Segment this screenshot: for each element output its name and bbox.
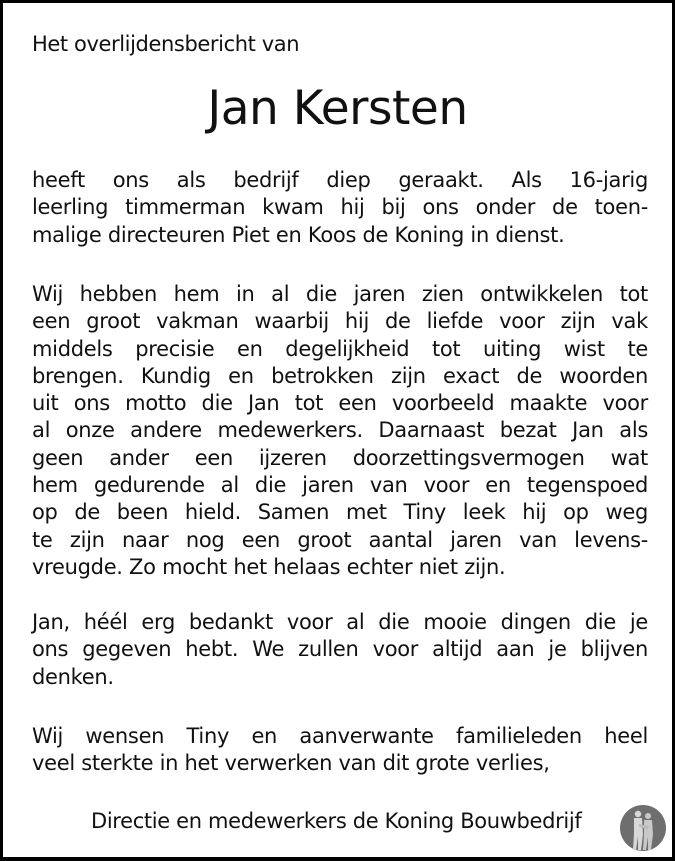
text-line: al onze andere medewerkers. Daarnaast bezat Jan als bbox=[32, 418, 648, 443]
deceased-name: Jan Kersten bbox=[207, 81, 468, 136]
text-line: geen ander een ijzeren doorzettingsvermogen wat bbox=[32, 445, 648, 470]
text-line: denken. bbox=[32, 664, 114, 689]
couple-silhouette-icon bbox=[619, 804, 667, 852]
text-line: leerling timmerman kwam hij bij ons onder de toen- bbox=[32, 195, 648, 220]
text-line: te zijn naar nog een groot aantal jaren van levens- bbox=[32, 527, 648, 552]
paragraph-2 bbox=[32, 281, 648, 581]
text-line: veel sterkte in het verwerken van dit grote verlies, bbox=[32, 751, 550, 776]
intro-text: Het overlijdensbericht van bbox=[32, 32, 300, 56]
text-line: een groot vakman waarbij hij de liefde voor zijn vak bbox=[32, 309, 648, 334]
text-line: op de been hield. Samen met Tiny leek hij op weg bbox=[32, 500, 648, 525]
text-line: vreugde. Zo mocht het helaas echter niet zijn. bbox=[32, 554, 506, 579]
signature: Directie en medewerkers de Koning Bouwbedrijf bbox=[91, 809, 582, 833]
text-line: Wij hebben hem in al die jaren zien ontwikkelen tot bbox=[32, 282, 648, 306]
text-line: Wij wensen Tiny en aanverwante familieleden heel bbox=[32, 724, 648, 748]
text-line: heeft ons als bedrijf diep geraakt. Als 16-jarig bbox=[32, 168, 648, 192]
text-line: Jan, héél erg bedankt voor al die mooie dingen die je bbox=[32, 610, 648, 634]
text-line: middels precisie en degelijkheid tot uiting wist te bbox=[32, 336, 648, 361]
text-line: hem gedurende al die jaren van voor en tegenspoed bbox=[32, 473, 648, 498]
paragraph-1 bbox=[32, 167, 648, 249]
text-line: ons gegeven hebt. We zullen voor altijd aan je blijven bbox=[32, 637, 648, 662]
paragraph-4 bbox=[32, 723, 648, 778]
text-line: brengen. Kundig en betrokken zijn exact de woorden bbox=[32, 363, 648, 388]
text-line: malige directeuren Piet en Koos de Koning in dienst. bbox=[32, 222, 565, 247]
paragraph-3 bbox=[32, 609, 648, 691]
text-line: uit ons motto die Jan tot een voorbeeld maakte voor bbox=[32, 391, 648, 416]
